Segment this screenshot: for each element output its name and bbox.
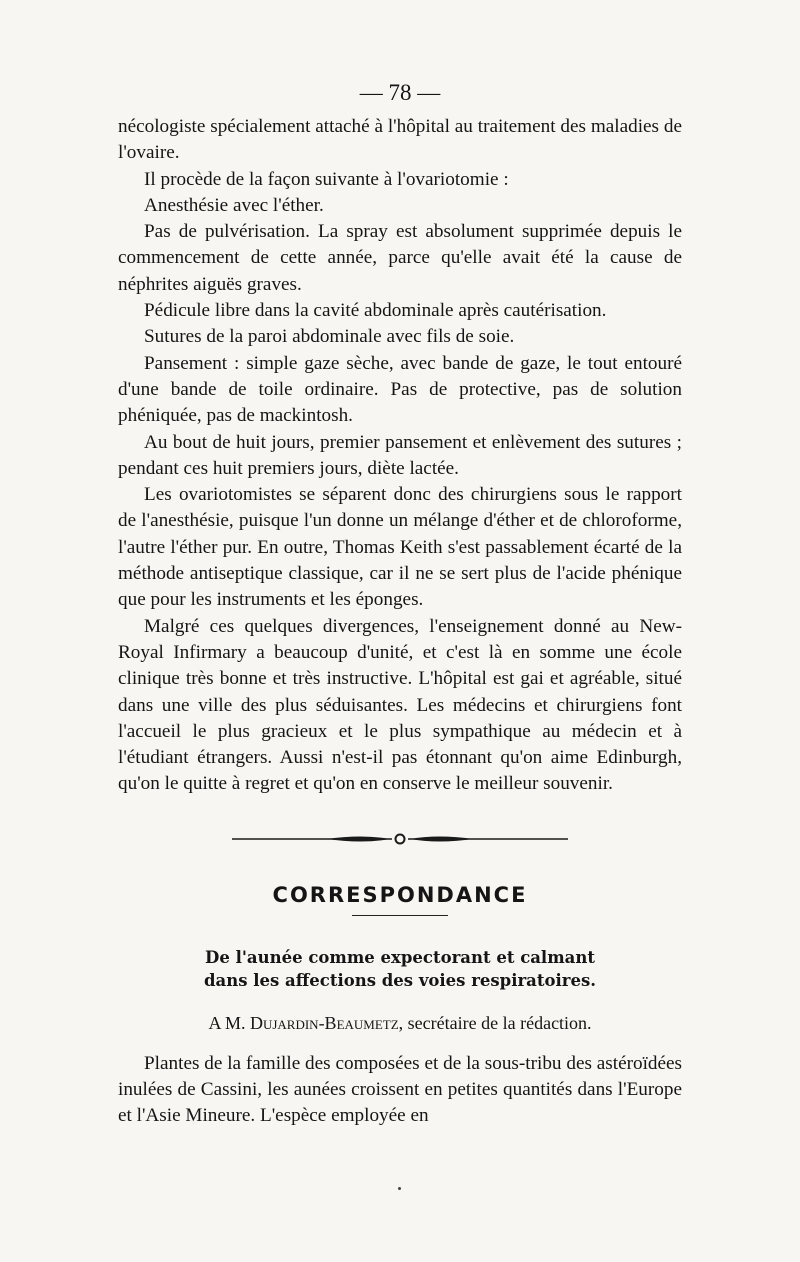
paragraph-conclusion: Malgré ces quelques divergences, l'enseignement donné au New-Royal Infirmary a beaucoup d'unité, et c'est là en somme une école clinique très bonne et très instructive. L'hôpital est gai et agréable, situé dans une ville des plus séduisantes. Les médecins et chirurgiens font l'accueil le plus gracieux et le plus sympathique au médecin et à l'étudiant étrangers. Aussi n'est-il pas étonnant qu'on aime Edinburgh, qu'on le quitte à regret et qu'on en conserve le meilleur souvenir. — [118, 615, 682, 795]
section-title: CORRESPONDANCE — [272, 882, 528, 907]
page-number: — 78 — — [359, 80, 441, 105]
address-suffix: secrétaire de la rédaction. — [407, 1012, 592, 1033]
letter-title-line-2: dans les affections des voies respiratoires. — [203, 970, 596, 990]
page-content — [118, 80, 682, 1130]
paragraph-dressing: Pansement : simple gaze sèche, avec bande de gaze, le tout entouré d'une bande de toile ordinaire. Pas de protective, pas de solution phéniquée, pas de mackintosh. — [118, 352, 682, 427]
ornamental-divider — [232, 828, 568, 850]
paragraph-continuation: nécologiste spécialement attaché à l'hôpital au traitement des maladies de l'ovaire. — [118, 116, 682, 164]
paragraph-first-dressing: Au bout de huit jours, premier pansement et enlèvement des sutures ; pendant ces huit premiers jours, diète lactée. — [118, 431, 682, 479]
letter-title-line-1: De l'aunée comme expectorant et calmant — [205, 947, 595, 967]
address-name: Dujardin-Beaumetz, — [249, 1012, 404, 1033]
paragraph-procedure-intro: Il procède de la façon suivante à l'ovariotomie : — [144, 168, 509, 190]
paragraph-sutures: Sutures de la paroi abdominale avec fils de soie. — [144, 326, 515, 348]
paragraph-plants: Plantes de la famille des composées et de la sous-tribu des astéroïdées inulées de Cassini, les aunées croissent en petites quantités dans l'Europe et l'Asie Mineure. L'espèce employée en — [118, 1052, 682, 1127]
letter-title — [118, 946, 682, 992]
letter-address — [118, 1013, 682, 1034]
paragraph-anesthesia: Anesthésie avec l'éther. — [144, 194, 324, 216]
print-speck — [398, 1187, 401, 1190]
title-rule — [352, 915, 448, 916]
paragraph-ovariotomists: Les ovariotomistes se séparent donc des chirurgiens sous le rapport de l'anesthésie, puisque l'un donne un mélange d'éther et de chloroforme, l'autre l'éther pur. En outre, Thomas Keith s'est passablement écarté de la méthode antiseptique classique, car il ne se sert plus de l'acide phénique que pour les instruments et les éponges. — [118, 484, 682, 611]
paragraph-spray: Pas de pulvérisation. La spray est absolument supprimée depuis le commencement de cette année, parce qu'elle avait été la cause de néphrites aiguës graves. — [118, 221, 682, 295]
paragraph-pedicle: Pédicule libre dans la cavité abdominale après cautérisation. — [144, 300, 607, 322]
address-prefix: A M. — [208, 1012, 246, 1033]
